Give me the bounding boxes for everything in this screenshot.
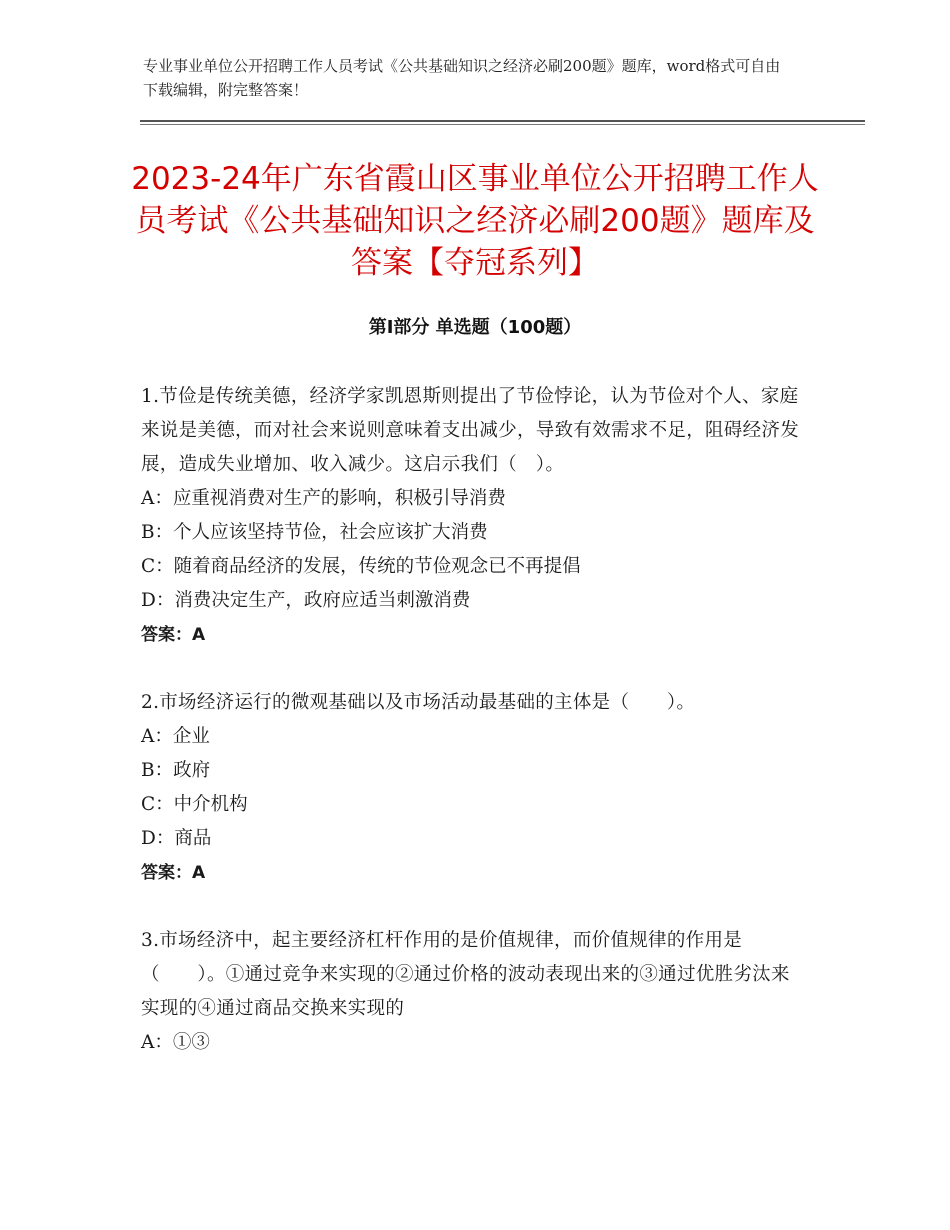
option-a: A：应重视消费对生产的影响，积极引导消费	[141, 488, 506, 509]
option-b: B：个人应该坚持节俭，社会应该扩大消费	[141, 522, 488, 543]
question-spacer	[141, 890, 801, 924]
question-2	[141, 686, 801, 890]
header-divider	[140, 120, 865, 126]
option-a: A：①③	[141, 1032, 210, 1053]
question-spacer	[141, 652, 801, 686]
question-stem: 1.节俭是传统美德，经济学家凯恩斯则提出了节俭悖论，认为节俭对个人、家庭来说是美德，而对社会来说则意味着支出减少，导致有效需求不足，阻碍经济发展，造成失业增加、收入减少。这启示我们（ ）。	[141, 386, 800, 475]
question-3	[141, 924, 801, 1060]
question-list	[141, 380, 801, 1060]
option-c: C：中介机构	[141, 794, 248, 815]
option-d: D：商品	[141, 828, 212, 849]
header-divider-thick	[140, 120, 865, 122]
header-note: 专业事业单位公开招聘工作人员考试《公共基础知识之经济必刷200题》题库，word格式可自由下载编辑，附完整答案！	[143, 57, 781, 99]
option-c: C：随着商品经济的发展，传统的节俭观念已不再提倡	[141, 556, 581, 577]
option-d: D：消费决定生产，政府应适当刺激消费	[141, 590, 471, 611]
answer-label: 答案：A	[141, 625, 206, 645]
question-stem: 3.市场经济中，起主要经济杠杆作用的是价值规律，而价值规律的作用是（ ）。①通过竞争来实现的②通过价格的波动表现出来的③通过优胜劣汰来实现的④通过商品交换来实现的	[141, 930, 790, 1019]
question-stem: 2.市场经济运行的微观基础以及市场活动最基础的主体是（ ）。	[141, 692, 696, 713]
section-heading: 第Ⅰ部分 单选题（100题）	[368, 317, 582, 338]
option-a: A：企业	[141, 726, 210, 747]
question-1	[141, 380, 801, 652]
option-b: B：政府	[141, 760, 211, 781]
header-divider-thin	[140, 124, 865, 125]
document-title: 2023-24年广东省霞山区事业单位公开招聘工作人员考试《公共基础知识之经济必刷200题》题库及答案【夺冠系列】	[131, 161, 819, 281]
answer-label: 答案：A	[141, 863, 206, 883]
